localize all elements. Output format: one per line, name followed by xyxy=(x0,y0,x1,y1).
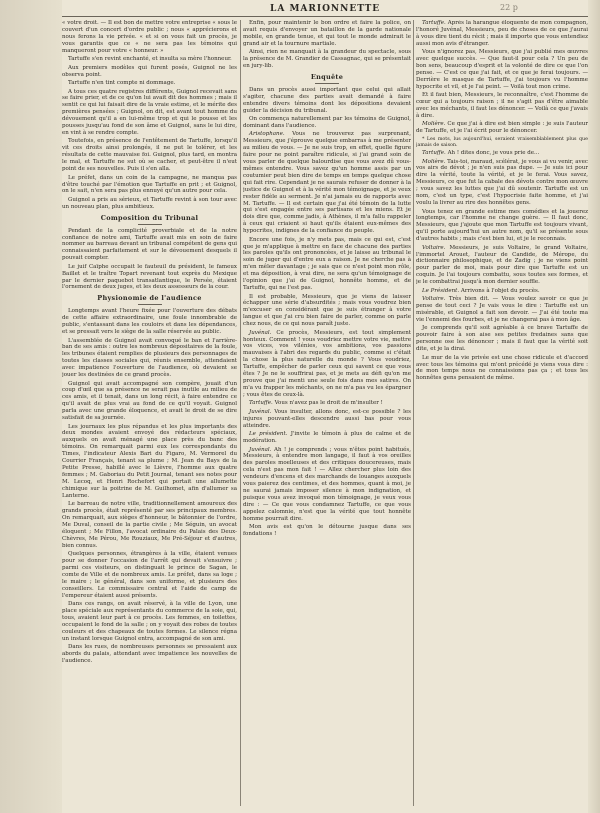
dialogue-paragraph xyxy=(243,237,411,292)
column-divider xyxy=(413,20,414,806)
article-paragraph: Quelques personnes, étrangères à la ville, étaient venues pour se donner l'occasion de l'arrêt qui devait s'ensuivre ; parmi ces visiteurs, on distinguait le prince de Sagan, le comte de Ville et de nombreux amis. Le préfet, dans sa loge ; le maire ; le général, dans son uniforme, et plusieurs des conseillers. Le commissaire central et l'aide de camp de l'empereur étaient aussi présents. xyxy=(62,551,237,599)
article-paragraph: Guignol a pris au sérieux, et Tartuffe revint à son tour avec un nouveau plan, plus ambitieux. xyxy=(62,196,237,210)
article-paragraph: « votre droit. — Il est bon de mettre votre entreprise « sous le couvert d'un concert d'ordre public ; nous « apprécierons et nous ferons la vie privée. « et si on vous fait un procès, je vous garantis que ce « ne sera pas les témoins qui manqueront pour votre « honneur. » xyxy=(62,20,237,54)
dialogue-text: Le mur de la vie privée est une chose ridicule et d'accord avec tous les témoins qui m'ont précédé je viens vous dire : de mon temps nous ne connaissions pas ça ; et tous les honnêtes gens pensaient de même. xyxy=(416,354,588,382)
article-paragraph: Le préfet, dans un coin de la campagne, ne manqua pas d'être touché par l'émotion que Tartuffe en prit ; et Guignol, on le sait, n'en sera pas plus ennuyé qu'un autre pour cela. xyxy=(62,174,237,195)
dialogue-paragraph xyxy=(416,92,588,120)
article-paragraph: Le barreau de notre ville, traditionnellement amoureux des grands procès, était représenté par ses principaux membres. On remarquait, aux sièges d'honneur, le bâtonnier de l'ordre, Me Duval, conseil de la partie civile ; Me Séguin, un avocat éloquent ; Me Fillon, l'avocat ordinaire du Palais des Deux-Chèvres, Me Pérou, Me Rouziaux, Me Pré-Séjour et d'autres, bien connus. xyxy=(62,501,237,549)
page-header xyxy=(0,0,600,20)
speaker-name: Molière. xyxy=(422,158,446,165)
dialogue-paragraph xyxy=(243,409,411,430)
pencil-annotation: 22 p xyxy=(500,3,518,12)
column-divider xyxy=(240,20,241,806)
dialogue-text: Ah ! dites donc, je vous prie de... xyxy=(447,150,540,157)
dialogue-paragraph xyxy=(243,330,411,399)
dialogue-text: Ce que j'ai à dire est bien simple : je suis l'auteur de Tartuffe, et je l'ai écrit pour le dénoncer. xyxy=(416,121,588,135)
dialogue-paragraph xyxy=(416,209,588,244)
dialogue-text: Je comprends qu'il soit agréable à ce brave Tartuffe de pouvoir faire à son aise ses petites fredaines sans que personne ose les dénoncer ; mais il faut que la vérité soit dite, et je la dirai. xyxy=(416,325,588,353)
speaker-name: Tartuffe. xyxy=(422,150,446,157)
dialogue-paragraph xyxy=(416,245,588,286)
article-paragraph: Ainsi, rien ne manquait à la grandeur du spectacle, sous la présence de M. Grandier de Cassagnac, qui se présentait en jury-lib. xyxy=(243,49,411,70)
dialogue-paragraph xyxy=(416,49,588,90)
speaker-name: Molière. xyxy=(422,121,446,128)
dialogue-paragraph xyxy=(243,131,411,235)
article-paragraph: Enfin, pour maintenir le bon ordre et faire la police, on avait requis d'envoyer un bataillon de la garde nationale mobile, en grande tenue, et qui tout le monde admirait le grand air et la tournure martiale. xyxy=(243,20,411,47)
article-paragraph: Dans un procès aussi important que celui qui allait s'agiter, chacune des parties avait demandé à faire entendre divers témoins dont les dépositions devaient guider la décision du tribunal. xyxy=(243,86,411,114)
dialogue-paragraph xyxy=(243,447,411,523)
section-rule xyxy=(315,83,339,84)
article-paragraph: Le juif Caïphe occupait le fauteuil du président, le fameux Baillet et le traître Topart revenant tout exprès du Mexique par le dernier paquebot transatlantique, le Persée, étaient l'ornement de deux juges, et les deux assesseurs de la cour. xyxy=(62,263,237,291)
section-rule xyxy=(138,224,162,225)
article-paragraph: Pendant de la complicité proverbiale et de la notre confiance de notre ami, Tartuffe avait mis en soin de faire nommer au barreau devant un tribunal compétent de gens qui connaissaient parfaitement et sur le dévouement desquels il pouvait compter. xyxy=(62,227,237,262)
dialogue-text: Vous n'ignorez pas, Messieurs, que j'ai publié mes œuvres avec quelque succès. — Que faut-il pour cela ? Un peu de bon sens, beaucoup d'esprit et la volonté de dire ce que l'on pense. — C'est ce que j'ai fait, et ce que je ferai toujours. — Derrière le masque de Tartuffe, j'ai toujours vu l'homme hypocrite et vil, et je l'ai peint. — Voilà tout mon crime. xyxy=(416,49,588,90)
speaker-name: Tartuffe. xyxy=(249,400,273,407)
speaker-name: Juvénal. xyxy=(249,329,272,336)
speaker-name: Voltaire. xyxy=(422,244,446,251)
dialogue-text: Vous ne trouverez pas surprenant, Messieurs, que j'éprouve quelque embarras à me présenter au milieu de vous. — Je ne suis trop, en effet, quelle figure faire pour ne point paraître ridicule, si j'ai grand soin de vous parler de quelque balourdise que vous avez dû vous-mêmes entendre. Vous savez qu'un homme assis par un coutumier peut bien dire de temps en temps quelque chose qui fait rire. Cependant je ne saurais refuser de donner à la justice de Guignol et à la vérité mon témoignage, et je veux rester fidèle au serment. Je n'ai jamais eu de rapports avec M. Tartuffe. — Il est certain que j'ai été témoin de la lutte qui s'est engagée entre ses partisans et les miens. Et je dois dire que, comme jadis, à Athènes, il m'a fallu rappeler à ceux qui criaient si haut qu'ils étaient eux-mêmes des hypocrites, indignes de la confiance du peuple. xyxy=(243,131,411,235)
dialogue-text: Messieurs, je suis Voltaire, le grand Voltaire, l'immortel Arouet, l'auteur de Candide, de Mérope, du dictionnaire philosophique, et de Zadig ; je ne viens point pour parler de moi, mais pour dire que Tartuffe est un coquin. Je l'ai toujours combattu, sous toutes ses formes, et je le combattrai jusqu'à mon dernier souffle. xyxy=(416,244,588,286)
dialogue-paragraph xyxy=(416,325,588,353)
dialogue-text: Après la harangue éloquente de mon compagnon, l'honoré Juvénal, Messieurs, peu de choses de ce que j'aurai à vous dire tient du récit ; mais il importe que vous entendiez aussi mon avis d'étranger. xyxy=(416,20,588,47)
dialogue-text: Vous tenez en grande estime mes comédies et la jouerez longtemps, car l'homme ne change guère. — Il faut donc, Messieurs, que j'ajoute que mon Tartuffe est toujours vivant, qu'il porte aujourd'hui un autre nom, qu'il se présente sous d'autres habits ; mais c'est bien lui, et je le reconnais. xyxy=(416,208,588,243)
speaker-name: Le Président. xyxy=(422,287,460,294)
dialogue-paragraph xyxy=(416,159,588,207)
article-paragraph: Dans ces rangs, on avait réservé, à la ville de Lyon, une place spéciale aux représentants du commerce de la soie, qui, tous, avaient leur part à ce procès. Les femmes, en toilettes, occupaient le fond de la salle ; on y voyait des robes de toutes couleurs et des chapeaux de toutes formes. Le silence régna un instant lorsque Guignol entra, accompagné de son ami. xyxy=(62,601,237,642)
speaker-name: Juvénal. xyxy=(249,446,272,453)
column-2 xyxy=(243,20,411,806)
dialogue-paragraph xyxy=(416,150,588,157)
article-paragraph: Toutefois, en présence de l'entêtement de Tartuffe, lorsqu'il vit ces droits ainsi prolongés, il ne put le tolérer, et les résultats de cette mauvaise foi. Guignol, plus tard, en montra le mal, et Tartuffe ne sut où se cacher, et peut-être il n'eut point de ses nouvelles. Puis il s'en alla. xyxy=(62,138,237,173)
dialogue-text: Très bien dit. — Vous voulez savoir ce que je pense de tout ceci ? Je vais vous le dire : Tartuffe est un misérable, et Guignol a fait son devoir. — J'ai été toute ma vie l'ennemi des fourbes, et je ne changerai pas à mon âge. xyxy=(416,296,588,323)
masthead-title: LA MARIONNETTE xyxy=(270,4,381,14)
header-rule xyxy=(62,16,588,17)
article-paragraph: Tartuffe n'en tint compte ni dommage. xyxy=(68,80,176,87)
dialogue-paragraph xyxy=(416,20,588,48)
article-paragraph: Dans les rues, de nombreuses personnes se pressaient aux abords du palais, attendant avec impatience les nouvelles de l'audience. xyxy=(62,644,237,664)
dialogue-paragraph xyxy=(243,524,411,538)
article-paragraph: Longtemps avant l'heure fixée pour l'ouverture des débats de cette affaire extraordinaire, une foule innombrable de public, s'entassant dans les couloirs et dans les dépendances, et se pressait vers le siège de la salle réservée au public. xyxy=(62,308,237,335)
dialogue-paragraph xyxy=(416,121,588,135)
dialogue-paragraph xyxy=(243,431,411,445)
dialogue-text: Il est probable, Messieurs, que je viens de laisser échapper une série d'absurdités ; mais vous voudrez bien m'excuser en considérant que je suis étranger à votre langue et que j'ai cru bien faire de parler, comme on parle chez nous, de ce qui nous paraît juste. xyxy=(243,293,411,328)
dialogue-text: Vous insulter, allons donc, est-ce possible ? les injures pouvant-elles descendre aussi bas pour vous atteindre. xyxy=(243,408,411,429)
column-3 xyxy=(416,20,588,806)
dialogue-text: Arrivons à l'objet du procès. xyxy=(460,287,540,294)
page-binding-shadow xyxy=(0,0,62,813)
dialogue-text: Tais-toi, maraud, scélérat, je vous ai vu venir, avec vos airs de dévot ; je n'en suis pas dupe. — Je suis ici pour dire la vérité, toute la vérité, et je le ferai. Vous savez, Messieurs, ce que fut la cabale des dévots contre mon œuvre ; vous savez les luttes que j'ai dû soutenir. Tartuffe est un nom, c'est un type, c'est l'hypocrisie faite homme, et j'ai voulu la livrer au rire des honnêtes gens. xyxy=(416,158,588,206)
section-heading: Physionomie de l'audience xyxy=(97,294,202,303)
speaker-name: Voltaire. xyxy=(422,296,446,303)
dialogue-paragraph xyxy=(243,400,411,407)
dialogue-text: Encore une fois, je n'y mets pas, mais ce qui est, c'est que je m'applique à mettre en face de chacune des parties les paroles qu'ils ont prononcées, et je laisse au tribunal le soin de juger qui d'entre eux a raison. Je ne cherche pas à m'en mêler davantage ; je sais que ce n'est point mon rôle, et ma déposition, à vrai dire, ne sera qu'un témoignage de l'opinion que j'ai de Guignol, honnête homme, et de Tartuffe, qui ne l'est pas. xyxy=(243,236,411,291)
dialogue-text: Vous n'avez pas le droit de m'insulter ! xyxy=(274,400,383,407)
column-1 xyxy=(62,20,237,806)
dialogue-text: J'invite le témoin à plus de calme et de modération. xyxy=(243,431,411,444)
dialogue-paragraph xyxy=(243,294,411,329)
footnote: * Les mots, lus aujourd'hui, seraient vraisemblablement plus que jamais de saison. xyxy=(416,136,588,148)
section-rule xyxy=(138,304,162,305)
article-paragraph: Les journaux les plus répandus et les plus importants des deux mondes avaient envoyé des rédacteurs spéciaux, auxquels on avait ménagé une place près du banc des témoins. On remarquait parmi eux les correspondants du Times, l'indicateur Alexis Bari du Figaro, M. Vermorel du Courrier Français, tenant sa plume ; M. Jean du Bays de la Petite Presse, habillé avec le Lièvre, l'homme aux quatre femmes ; M. Gaboriau du Petit Journal, tenant ses notes pour M. Lecoq, et Henri Rochefort qui portait une allumette chimique sur la poitrine de M. Guilhomet, afin d'allumer sa Lanterne. xyxy=(62,423,237,499)
section-heading: Enquête xyxy=(310,72,344,81)
speaker-name: Tartuffe. xyxy=(422,20,446,26)
dialogue-text: Ah ! je comprends ; vous n'êtes point habitués, Messieurs, à entendre mon langage, il faut à vos oreilles des paroles moelleuses et des critiques doucereuses, mais cela n'est pas mon fait ! — Allez chercher plus loin des vendeurs d'encens et des marchands de louanges auxquels vous paierez des centimes, et des hommes, quant à moi, je ne saurai jamais imposer silence à mon indignation, et puisque vous avez invoqué mon témoignage, je veux vous dire : — Ce que vous condamnez Tartuffe, ce que vous appelez calomnie, n'est que la vérité que tout honnête homme pourrait dire. xyxy=(243,446,411,522)
dialogue-text: Mon avis est qu'on le détourne jusque dans ses fondations ! xyxy=(243,524,411,537)
page-edge-shadow xyxy=(588,0,600,813)
dialogue-paragraph xyxy=(416,288,588,295)
dialogue-text: Et il faut bien, Messieurs, le reconnaître, c'est l'homme de cœur qui a toujours raison ; il ne s'agit pas d'être aimable avec les méchants, il faut les dénoncer. — Voilà ce que j'avais à dire. xyxy=(416,92,588,119)
article-paragraph: Aux premiers modèles qui furent posés, Guignol ne les observa point. xyxy=(62,64,237,78)
article-paragraph: L'assemblée de Guignol avait convoqué le ban et l'arrière-ban de ses amis : outre les nombreux dépositaires de la foule, les tribunes étaient remplies de plusieurs des personnages de toutes les classes sociales qui, réunis ensemble, attendaient avec impatience l'ouverture de l'audience, où devaient se jouer les destinées de ce grand procès. xyxy=(62,337,237,379)
speaker-name: Juvénal. xyxy=(249,408,272,415)
article-paragraph: A tous ces quatre registres différents, Guignol recevait sans se faire prier, et de ce qu'on lui avait dit des hommes ; mais il sentit ce qui lui faisait dire de la vraie estime, et le mérite des premières pensées ; Guignol, on dit, est avant tout homme du dévouement qu'il a en lui-même trop et qui le pousse et les pousses jusqu'au fond de son âme et Guignol, sans le lui dire, en vint à se rendre compte. xyxy=(62,88,237,136)
article-paragraph: Guignol qui avait accompagné son compère, jouait d'un coup d'œil que sa présence ne serait pas inutile au milieu de ces amis, et il tenait, dans un long récit, à faire entendre ce qu'il avait de plus vrai au fond de ce qu'il voyait. Guignol parla avec une grande éloquence, et avait le droit de se dire satisfait de sa journée. xyxy=(62,380,237,422)
dialogue-paragraph xyxy=(416,355,588,383)
article-paragraph: On commença naturellement par les témoins de Guignol, dominant dans l'audience. xyxy=(243,116,411,129)
speaker-name: Le président. xyxy=(249,431,288,438)
article-paragraph: Tartuffe s'en revint enchanté, et insulta sa mère l'honneur. xyxy=(68,56,232,63)
dialogue-paragraph xyxy=(416,296,588,324)
speaker-name: Aristophane. xyxy=(249,131,285,138)
dialogue-text: Ce procès, Messieurs, est tout simplement honteux. Comment ! vous voudriez mettre votre vie, mettre vos vices, vos vilénies, vos ambitions, vos passions mauvaises à l'abri des regards du public, comme si c'était la chose la plus naturelle du monde ? Vous voudriez, Tartuffe, empêcher de parler ceux qui savent ce que vous êtes ? Je ne le souffrirai pas, et je mets au défi qu'on me prouve que j'ai menti une seule fois dans mes satires. On m'a vu frapper les méchants, on ne m'a pas vu les épargner ; vous êtes de ceux-là. xyxy=(243,329,411,398)
section-heading: Composition du Tribunal xyxy=(100,213,199,222)
